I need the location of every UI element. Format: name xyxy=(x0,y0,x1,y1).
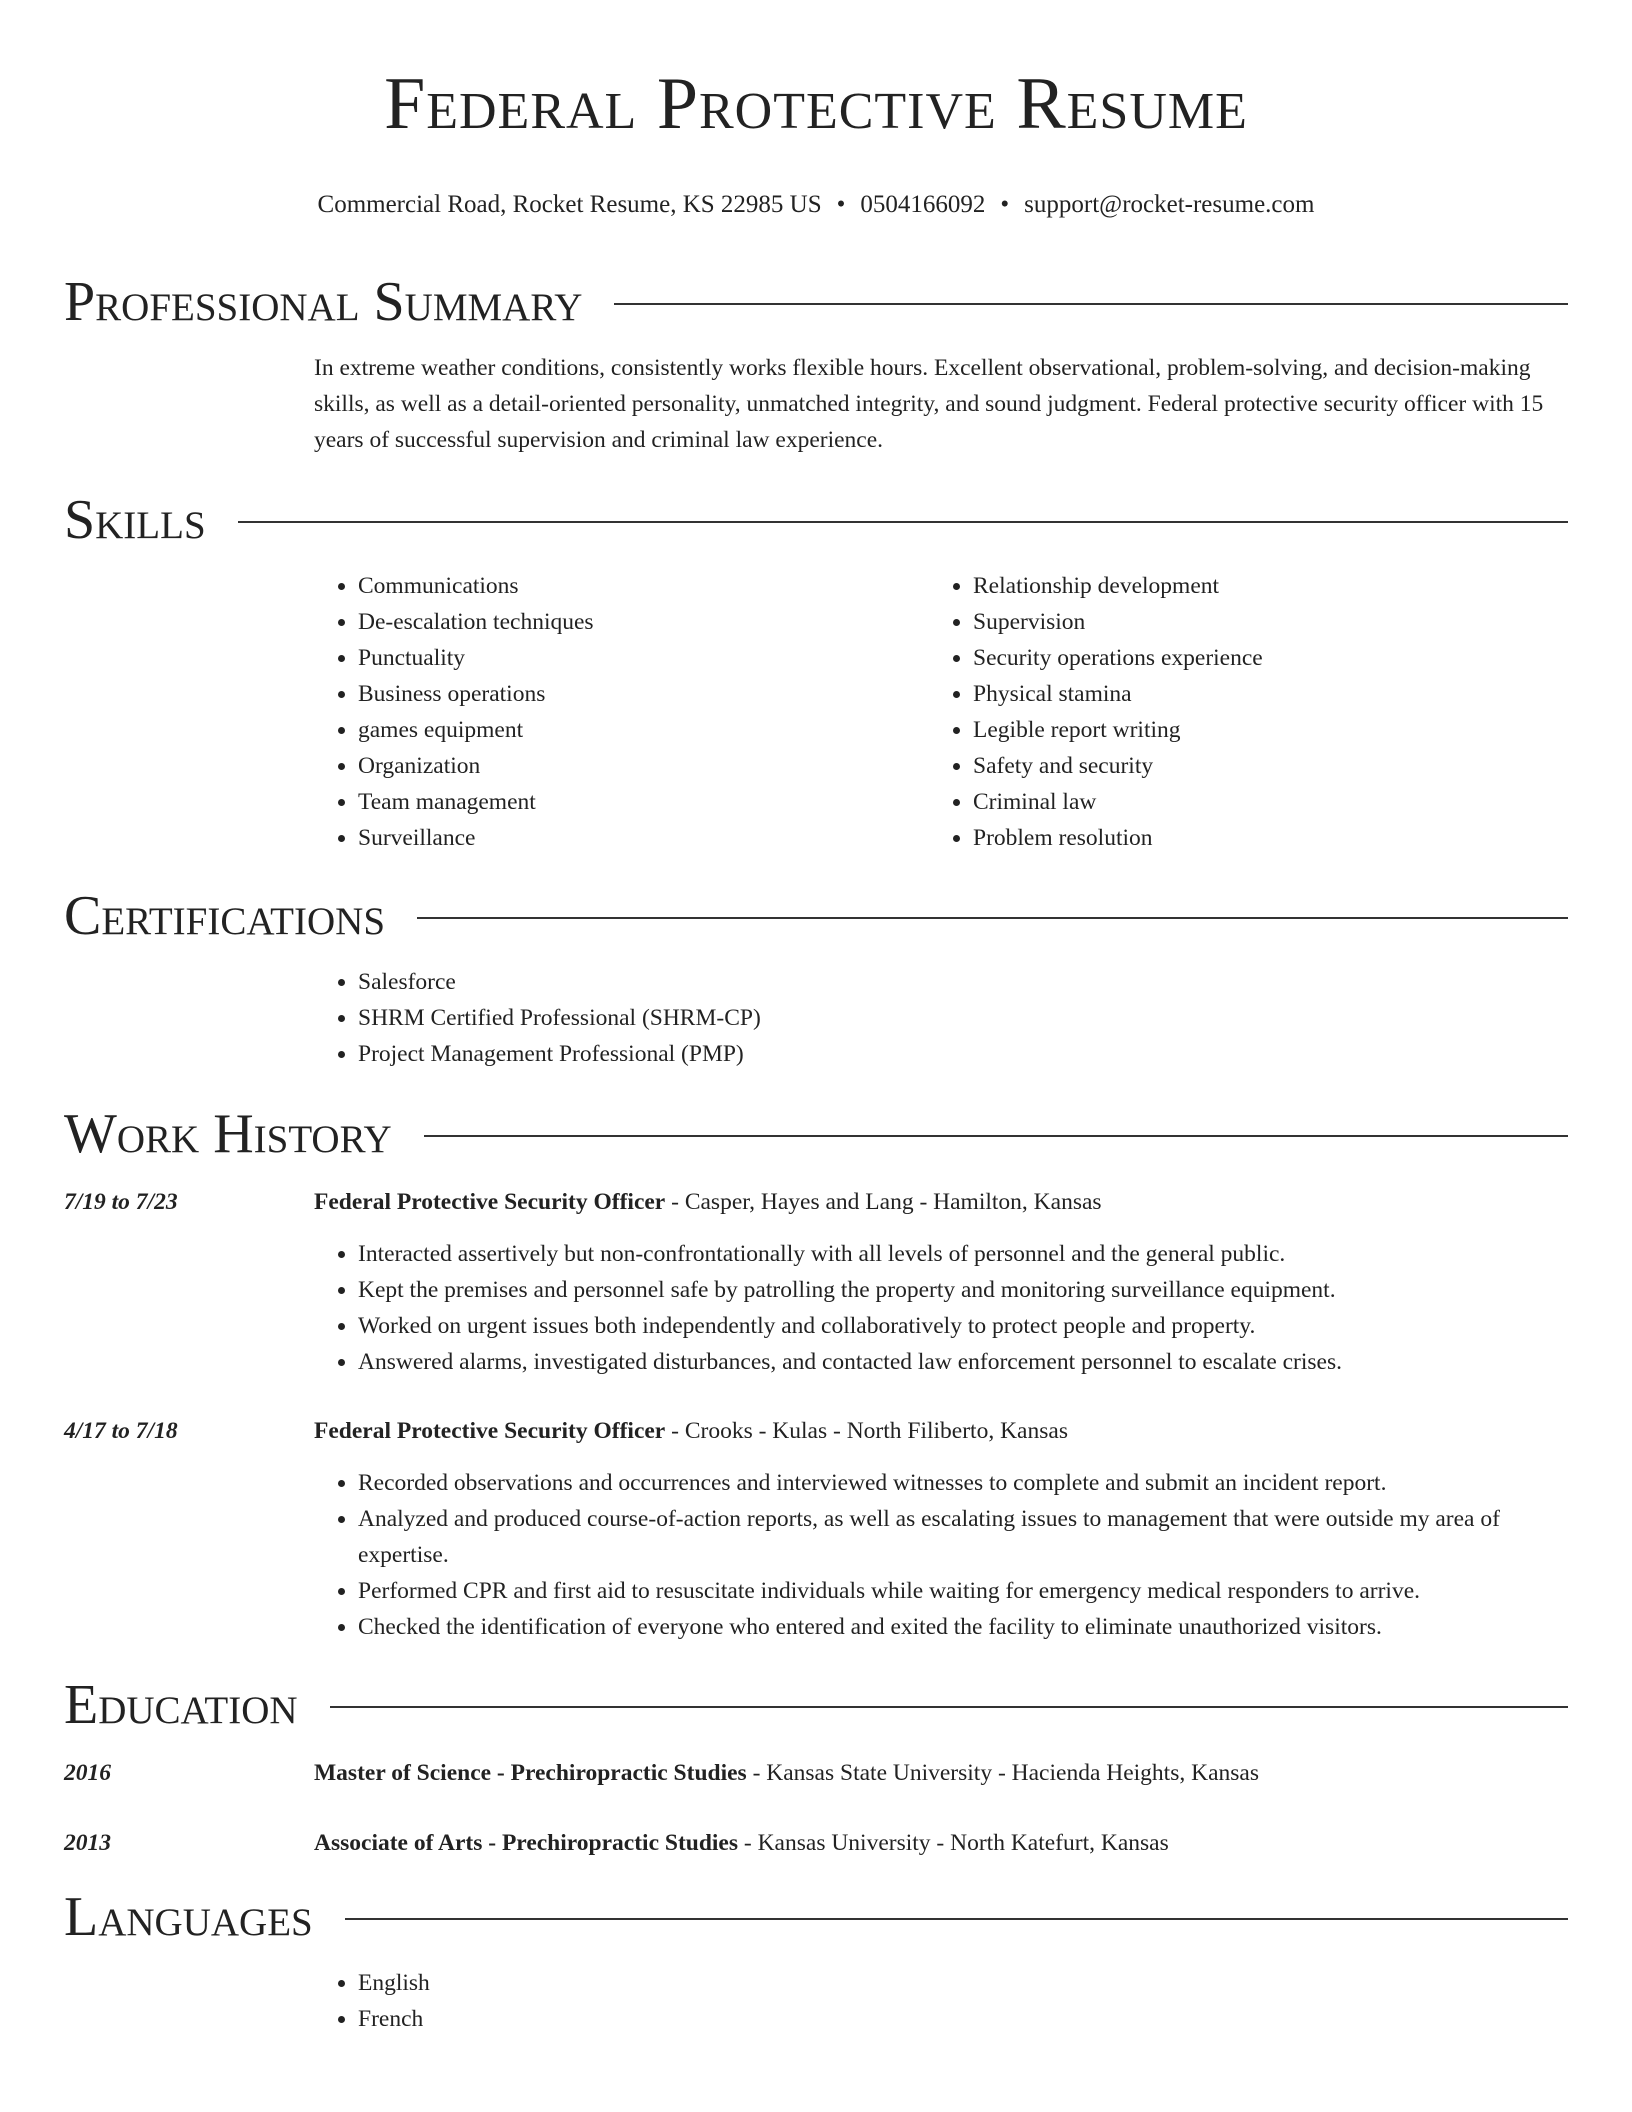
job-duty: • Worked on urgent issues both independently and collaboratively to protect people and property. xyxy=(358,1308,1568,1344)
skill-item: • Problem resolution xyxy=(973,820,1544,856)
job-title: Federal Protective Security Officer xyxy=(314,1418,666,1444)
skill-item: • Physical stamina xyxy=(973,676,1544,712)
job-duty: • Recorded observations and occurrences and interviewed witnesses to complete and submit an incident report. xyxy=(358,1465,1568,1501)
skill-item: • Team management xyxy=(358,784,929,820)
job-entry xyxy=(64,1184,1568,1380)
education-school: - Kansas University - North Katefurt, Kansas xyxy=(738,1830,1169,1856)
work-section-header xyxy=(64,1102,1568,1166)
resume-name: Federal Protective Resume xyxy=(384,63,1248,145)
languages-section-header xyxy=(64,1885,1568,1949)
education-entry xyxy=(64,1825,1568,1861)
job-title-line xyxy=(314,1413,1568,1449)
education-year: 2016 xyxy=(64,1760,111,1786)
contact-separator: • xyxy=(836,191,846,218)
contact-email: support@rocket-resume.com xyxy=(1024,191,1315,218)
education-heading: Education xyxy=(64,1674,298,1736)
education-section-header xyxy=(64,1673,1568,1737)
job-duty: • Answered alarms, investigated disturbances, and contacted law enforcement personnel to escalate crises. xyxy=(358,1344,1568,1380)
contact-line xyxy=(64,190,1568,220)
education-year: 2013 xyxy=(64,1830,111,1856)
job-title: Federal Protective Security Officer xyxy=(314,1189,666,1215)
skill-item: • Relationship development xyxy=(973,568,1544,604)
skill-item: • Security operations experience xyxy=(973,640,1544,676)
contact-address: Commercial Road, Rocket Resume, KS 22985 US xyxy=(317,191,822,218)
languages-heading: Languages xyxy=(64,1886,313,1948)
certifications-section-header xyxy=(64,884,1568,948)
education-degree: Associate of Arts - Prechiropractic Studies xyxy=(314,1830,739,1856)
skill-item: • Organization xyxy=(358,748,929,784)
education-line xyxy=(314,1825,1568,1861)
section-divider xyxy=(417,917,1568,919)
skills-heading: Skills xyxy=(64,489,206,551)
job-duty: • Checked the identification of everyone who entered and exited the facility to eliminate unauthorized visitors. xyxy=(358,1609,1568,1645)
job-duty: • Interacted assertively but non-confrontationally with all levels of personnel and the general public. xyxy=(358,1236,1568,1272)
skills-column-left xyxy=(314,568,929,856)
job-employer: - Casper, Hayes and Lang - Hamilton, Kansas xyxy=(665,1189,1102,1215)
section-divider xyxy=(238,521,1568,523)
summary-text: In extreme weather conditions, consistently works flexible hours. Excellent observational, problem-solving, and decision-making skills, as well as a detail-oriented personality, unmatched integrity, and sound judgment. Federal protective security officer with 15 years of successful supervision and criminal law experience. xyxy=(314,355,1544,453)
skill-item: • Surveillance xyxy=(358,820,929,856)
job-dates: 4/17 to 7/18 xyxy=(64,1418,178,1444)
skills-column-right xyxy=(929,568,1544,856)
skill-item: • Safety and security xyxy=(973,748,1544,784)
job-duties xyxy=(314,1236,1568,1380)
summary-heading: Professional Summary xyxy=(64,271,583,333)
certifications-heading: Certifications xyxy=(64,885,386,947)
education-line xyxy=(314,1755,1568,1791)
work-heading: Work History xyxy=(64,1103,392,1165)
certifications-list xyxy=(314,964,1568,1072)
skill-item: • Business operations xyxy=(358,676,929,712)
section-divider xyxy=(345,1918,1568,1920)
language-item: • English xyxy=(358,1965,1568,2001)
education-degree: Master of Science - Prechiropractic Studies xyxy=(314,1760,747,1786)
contact-phone: 0504166092 xyxy=(860,191,986,218)
education-entry xyxy=(64,1755,1568,1791)
certification-item: • Salesforce xyxy=(358,964,1568,1000)
job-duty: • Analyzed and produced course-of-action reports, as well as escalating issues to management that were outside my area of expertise. xyxy=(358,1501,1568,1573)
summary-section-header xyxy=(64,270,1568,334)
skill-item: • De-escalation techniques xyxy=(358,604,929,640)
job-title-line xyxy=(314,1184,1568,1220)
section-divider xyxy=(614,303,1568,305)
certification-item: • Project Management Professional (PMP) xyxy=(358,1036,1568,1072)
skill-item: • Punctuality xyxy=(358,640,929,676)
contact-separator: • xyxy=(1000,191,1010,218)
summary-body xyxy=(314,350,1568,458)
job-entry xyxy=(64,1413,1568,1645)
skills-section-header xyxy=(64,488,1568,552)
job-duties xyxy=(314,1465,1568,1645)
language-item: • French xyxy=(358,2001,1568,2037)
certification-item: • SHRM Certified Professional (SHRM-CP) xyxy=(358,1000,1568,1036)
section-divider xyxy=(424,1135,1568,1137)
skill-item: • Communications xyxy=(358,568,929,604)
job-duty: • Kept the premises and personnel safe by patrolling the property and monitoring surveillance equipment. xyxy=(358,1272,1568,1308)
job-employer: - Crooks - Kulas - North Filiberto, Kansas xyxy=(665,1418,1068,1444)
skills-list xyxy=(314,568,1568,856)
job-duty: • Performed CPR and first aid to resuscitate individuals while waiting for emergency medical responders to arrive. xyxy=(358,1573,1568,1609)
skill-item: • Criminal law xyxy=(973,784,1544,820)
skill-item: • games equipment xyxy=(358,712,929,748)
job-dates: 7/19 to 7/23 xyxy=(64,1189,178,1215)
section-divider xyxy=(330,1706,1568,1708)
skill-item: • Legible report writing xyxy=(973,712,1544,748)
skill-item: • Supervision xyxy=(973,604,1544,640)
languages-list xyxy=(314,1965,1568,2037)
education-school: - Kansas State University - Hacienda Heights, Kansas xyxy=(746,1760,1259,1786)
